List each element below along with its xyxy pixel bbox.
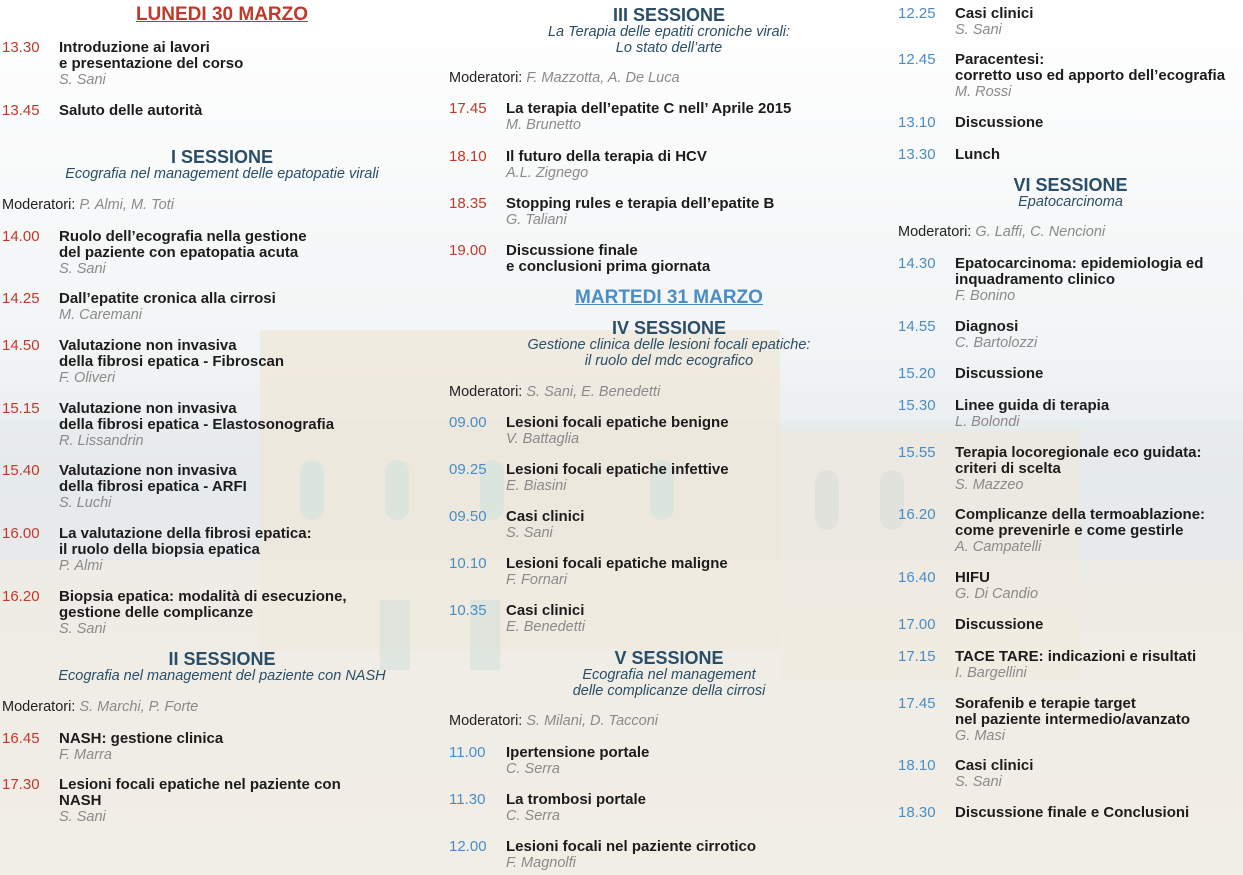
program-item	[2, 731, 442, 763]
item-time: 15.15	[2, 400, 40, 417]
program-item	[898, 649, 1243, 681]
item-title: Lesioni focali epatiche benigne	[506, 414, 729, 431]
session-subtitle: delle complicanze della cirrosi	[572, 682, 766, 699]
program-item	[2, 103, 442, 119]
item-title: Il futuro della terapia di HCV	[506, 148, 707, 165]
moderators	[449, 713, 889, 730]
program-item	[2, 526, 442, 574]
item-time: 14.00	[2, 228, 40, 245]
program-item	[2, 291, 442, 323]
item-speaker: M. Brunetto	[506, 117, 581, 133]
moderators-names: S. Milani, D. Tacconi	[526, 713, 659, 729]
session-title: VI SESSIONE	[1013, 175, 1128, 195]
program-item	[898, 398, 1243, 430]
item-title: La terapia dell’epatite C nell’ Aprile 2015	[506, 100, 792, 117]
item-speaker: M. Rossi	[955, 84, 1012, 100]
program-item	[449, 509, 889, 541]
program-item	[449, 745, 889, 777]
item-speaker: S. Sani	[955, 22, 1002, 38]
session-header	[449, 319, 889, 369]
program-item	[2, 40, 442, 88]
item-title: La valutazione della fibrosi epatica: il ruolo della biopsia epatica	[59, 525, 312, 558]
item-title: Paracentesi: corretto uso ed apporto dell’ecografia	[955, 51, 1226, 84]
program-item	[898, 570, 1243, 602]
session-subtitle: La Terapia delle epatiti croniche virali:	[547, 24, 791, 40]
item-title: Valutazione non invasiva della fibrosi epatica - Fibroscan	[59, 337, 285, 370]
item-speaker: M. Caremani	[59, 307, 142, 323]
moderators	[2, 197, 442, 214]
item-time: 15.55	[898, 444, 936, 461]
item-time: 10.10	[449, 555, 487, 572]
moderators-label: Moderatori:	[449, 384, 523, 400]
item-speaker: F. Bonino	[955, 288, 1016, 304]
item-speaker: S. Sani	[59, 72, 106, 88]
item-title: Casi clinici	[955, 757, 1034, 774]
session-subtitle: Ecografia nel management	[582, 667, 756, 683]
moderators-label: Moderatori:	[449, 713, 523, 729]
session-header	[2, 148, 442, 183]
program-item	[2, 229, 442, 277]
session-subtitle: Gestione clinica delle lesioni focali epatiche:	[527, 337, 811, 353]
item-time: 10.35	[449, 602, 487, 619]
item-time: 16.45	[2, 730, 40, 747]
program-item	[898, 696, 1243, 744]
item-title: Casi clinici	[506, 508, 585, 525]
item-title: Lesioni focali nel paziente cirrotico	[506, 838, 757, 855]
item-speaker: E. Benedetti	[506, 619, 585, 635]
program-item	[449, 101, 889, 133]
item-speaker: S. Sani	[59, 261, 106, 277]
item-title: Sorafenib e terapie target nel paziente intermedio/avanzato	[955, 695, 1191, 728]
item-speaker: G. Di Candio	[955, 586, 1039, 602]
moderators	[449, 384, 889, 401]
session-header	[898, 176, 1243, 211]
program-item	[449, 462, 889, 494]
item-title: Saluto delle autorità	[59, 102, 203, 119]
program-item	[898, 805, 1243, 821]
program-item	[898, 52, 1243, 100]
item-speaker: C. Serra	[506, 808, 560, 824]
item-time: 19.00	[449, 242, 487, 259]
item-time: 14.30	[898, 255, 936, 272]
item-title: Ipertensione portale	[506, 744, 650, 761]
program-item	[898, 115, 1243, 131]
item-title: Lesioni focali epatiche nel paziente con NASH	[59, 776, 341, 809]
item-speaker: V. Battaglia	[506, 431, 580, 447]
moderators-names: S. Sani, E. Benedetti	[526, 384, 661, 400]
item-speaker: E. Biasini	[506, 478, 567, 494]
program-item	[898, 617, 1243, 633]
item-time: 12.45	[898, 51, 936, 68]
session-subtitle: Epatocarcinoma	[1018, 194, 1123, 210]
item-time: 16.20	[2, 588, 40, 605]
program-item	[2, 589, 442, 637]
program-item	[898, 256, 1243, 304]
item-title: La trombosi portale	[506, 791, 647, 808]
item-time: 12.00	[449, 838, 487, 855]
item-speaker: S. Sani	[59, 621, 106, 637]
item-title: Valutazione non invasiva della fibrosi epatica - ARFI	[59, 462, 247, 495]
item-title: Discussione	[955, 114, 1044, 131]
item-title: Epatocarcinoma: epidemiologia ed inquadramento clinico	[955, 255, 1204, 288]
moderators-label: Moderatori:	[2, 197, 76, 213]
item-title: NASH: gestione clinica	[59, 730, 224, 747]
moderators-names: P. Almi, M. Toti	[79, 197, 174, 213]
program-item	[898, 507, 1243, 555]
item-speaker: F. Fornari	[506, 572, 567, 588]
program-item	[449, 839, 889, 871]
item-title: Stopping rules e terapia dell’epatite B	[506, 195, 775, 212]
program-item	[898, 319, 1243, 351]
item-time: 14.50	[2, 337, 40, 354]
session-title: III SESSIONE	[612, 5, 726, 25]
item-title: Valutazione non invasiva della fibrosi epatica - Elastosonografia	[59, 400, 335, 433]
session-title: II SESSIONE	[168, 649, 276, 669]
item-speaker: I. Bargellini	[955, 665, 1027, 681]
item-title: Terapia locoregionale eco guidata: criteri di scelta	[955, 444, 1202, 477]
moderators-label: Moderatori:	[449, 70, 523, 86]
item-speaker: R. Lissandrin	[59, 433, 144, 449]
item-speaker: P. Almi	[59, 558, 103, 574]
item-time: 18.10	[449, 148, 487, 165]
item-time: 09.25	[449, 461, 487, 478]
program-item	[898, 445, 1243, 493]
program-item	[449, 415, 889, 447]
program-item	[449, 792, 889, 824]
program-item	[898, 147, 1243, 163]
session-title: IV SESSIONE	[611, 318, 727, 338]
item-title: HIFU	[955, 569, 990, 586]
item-time: 17.30	[2, 776, 40, 793]
day-heading: LUNEDI 30 MARZO	[135, 4, 309, 25]
moderators-names: F. Mazzotta, A. De Luca	[526, 70, 680, 86]
item-speaker: S. Sani	[59, 809, 106, 825]
item-speaker: G. Masi	[955, 728, 1005, 744]
item-title: Introduzione ai lavori e presentazione del corso	[59, 39, 244, 72]
item-time: 16.00	[2, 525, 40, 542]
day-heading: MARTEDI 31 MARZO	[575, 287, 763, 308]
item-title: Complicanze della termoablazione: come prevenirle e come gestirle	[955, 506, 1206, 539]
program-item	[449, 603, 889, 635]
item-title: Biopsia epatica: modalità di esecuzione, gestione delle complicanze	[59, 588, 347, 621]
item-time: 18.30	[898, 804, 936, 821]
session-header	[2, 650, 442, 685]
program-item	[898, 758, 1243, 790]
item-speaker: S. Sani	[506, 525, 553, 541]
item-time: 17.00	[898, 616, 936, 633]
session-header	[449, 6, 889, 56]
item-time: 16.40	[898, 569, 936, 586]
item-time: 09.50	[449, 508, 487, 525]
moderators-label: Moderatori:	[2, 699, 76, 715]
item-time: 12.25	[898, 5, 936, 22]
item-title: Discussione	[955, 365, 1044, 382]
item-time: 17.15	[898, 648, 936, 665]
item-speaker: C. Serra	[506, 761, 560, 777]
item-time: 13.45	[2, 102, 40, 119]
item-speaker: F. Marra	[59, 747, 112, 763]
item-time: 15.40	[2, 462, 40, 479]
item-title: Lesioni focali epatiche maligne	[506, 555, 728, 572]
item-title: Ruolo dell’ecografia nella gestione del paziente con epatopatia acuta	[59, 228, 307, 261]
item-speaker: S. Sani	[955, 774, 1002, 790]
item-time: 17.45	[898, 695, 936, 712]
item-title: Lunch	[955, 146, 1000, 163]
item-time: 18.10	[898, 757, 936, 774]
moderators-names: G. Laffi, C. Nencioni	[975, 224, 1106, 240]
item-time: 13.30	[898, 146, 936, 163]
item-speaker: L. Bolondi	[955, 414, 1020, 430]
program-item	[2, 401, 442, 449]
item-time: 15.30	[898, 397, 936, 414]
item-title: Discussione finale e conclusioni prima giornata	[506, 242, 711, 275]
item-time: 09.00	[449, 414, 487, 431]
item-title: Linee guida di terapia	[955, 397, 1110, 414]
item-time: 18.35	[449, 195, 487, 212]
session-subtitle: il ruolo del mdc ecografico	[584, 352, 754, 369]
item-time: 16.20	[898, 506, 936, 523]
session-title: I SESSIONE	[170, 147, 274, 167]
item-title: Casi clinici	[955, 5, 1034, 22]
program-item	[449, 196, 889, 228]
moderators	[2, 699, 442, 716]
item-speaker: S. Luchi	[59, 495, 112, 511]
program-item	[449, 149, 889, 181]
item-title: Diagnosi	[955, 318, 1019, 335]
item-title: Casi clinici	[506, 602, 585, 619]
program-item	[449, 243, 889, 275]
item-time: 11.30	[449, 791, 486, 808]
moderators-names: S. Marchi, P. Forte	[79, 699, 199, 715]
item-title: Dall’epatite cronica alla cirrosi	[59, 290, 276, 307]
program-item	[449, 556, 889, 588]
item-time: 13.30	[2, 39, 40, 56]
item-title: TACE TARE: indicazioni e risultati	[955, 648, 1197, 665]
item-speaker: G. Taliani	[506, 212, 567, 228]
item-time: 17.45	[449, 100, 487, 117]
item-title: Discussione	[955, 616, 1044, 633]
moderators	[898, 224, 1243, 241]
item-speaker: S. Mazzeo	[955, 477, 1024, 493]
item-time: 14.55	[898, 318, 936, 335]
item-time: 11.00	[449, 744, 486, 761]
program-item	[2, 777, 442, 825]
item-title: Discussione finale e Conclusioni	[955, 804, 1190, 821]
item-speaker: F. Oliveri	[59, 370, 116, 386]
session-title: V SESSIONE	[614, 648, 724, 668]
session-subtitle: Ecografia nel management del paziente con NASH	[58, 668, 386, 684]
program-item	[898, 366, 1243, 382]
moderators-label: Moderatori:	[898, 224, 972, 240]
item-speaker: A.L. Zignego	[506, 165, 589, 181]
item-speaker: F. Magnolfi	[506, 855, 576, 871]
session-subtitle: Ecografia nel management delle epatopatie virali	[65, 166, 379, 182]
program-item	[898, 6, 1243, 38]
item-time: 15.20	[898, 365, 936, 382]
program-item	[2, 338, 442, 386]
moderators	[449, 70, 889, 87]
item-time: 14.25	[2, 290, 40, 307]
item-title: Lesioni focali epatiche infettive	[506, 461, 729, 478]
item-speaker: A. Campatelli	[955, 539, 1042, 555]
item-time: 13.10	[898, 114, 936, 131]
program-item	[2, 463, 442, 511]
session-subtitle: Lo stato dell’arte	[615, 39, 723, 56]
session-header	[449, 649, 889, 699]
item-speaker: C. Bartolozzi	[955, 335, 1038, 351]
